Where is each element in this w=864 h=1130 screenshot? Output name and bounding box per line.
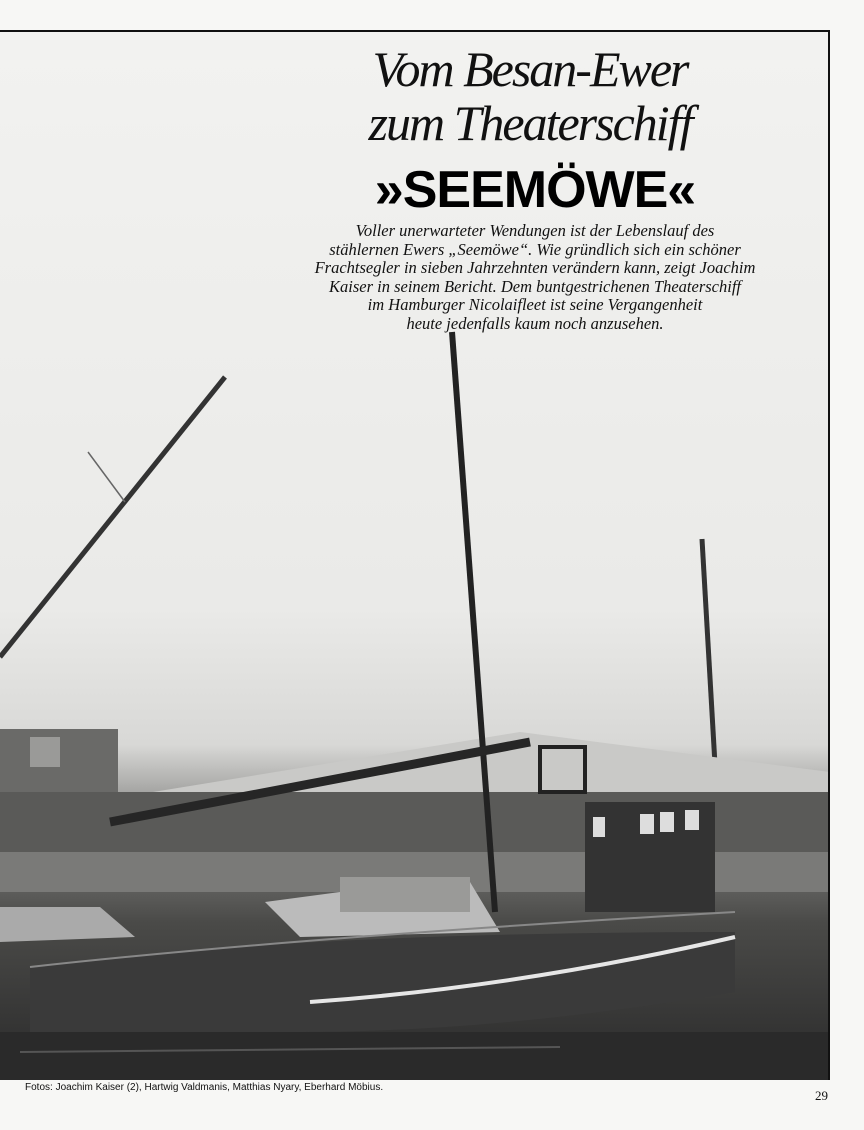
- warehouse-window: [30, 737, 60, 767]
- lead-line: stählernen Ewers „Seemöwe“. Wie gründlich sich ein schöner: [329, 239, 741, 259]
- lead-line: Voller unerwarteter Wendungen ist der Lebenslauf des: [355, 221, 715, 240]
- ship-name-title: »SEEMÖWE«: [374, 161, 696, 219]
- wheelhouse-window-3: [660, 812, 674, 832]
- photo-credits: Fotos: Joachim Kaiser (2), Hartwig Valdmanis, Matthias Nyary, Eberhard Möbius.: [25, 1082, 384, 1093]
- crane-cable: [88, 452, 125, 502]
- crane-arm: [0, 377, 225, 657]
- headline-line-2: zum Theaterschiff: [368, 95, 692, 151]
- wheelhouse-window-1: [593, 817, 605, 837]
- water: [0, 1032, 830, 1080]
- lead-paragraph: [270, 222, 800, 333]
- signal-mast: [702, 539, 716, 782]
- wheelhouse-window-4: [685, 810, 699, 830]
- lead-line: Kaiser in seinem Bericht. Dem buntgestrichenen Theaterschiff: [329, 276, 741, 296]
- page-number: 29: [815, 1088, 828, 1103]
- lead-line: Frachtsegler in sieben Jahrzehnten verändern kann, zeigt Joachim: [314, 258, 756, 277]
- ship-hull: [30, 932, 735, 1032]
- lead-line: im Hamburger Nicolaifleet ist seine Vergangenheit: [367, 295, 703, 314]
- deck-box: [340, 877, 470, 912]
- lead-line: heute jedenfalls kaum noch anzusehen.: [406, 313, 664, 333]
- small-boat: [0, 907, 135, 942]
- headline-line-1: Vom Besan-Ewer: [372, 41, 688, 97]
- wheelhouse-window-2: [640, 814, 654, 834]
- headline: [300, 42, 760, 150]
